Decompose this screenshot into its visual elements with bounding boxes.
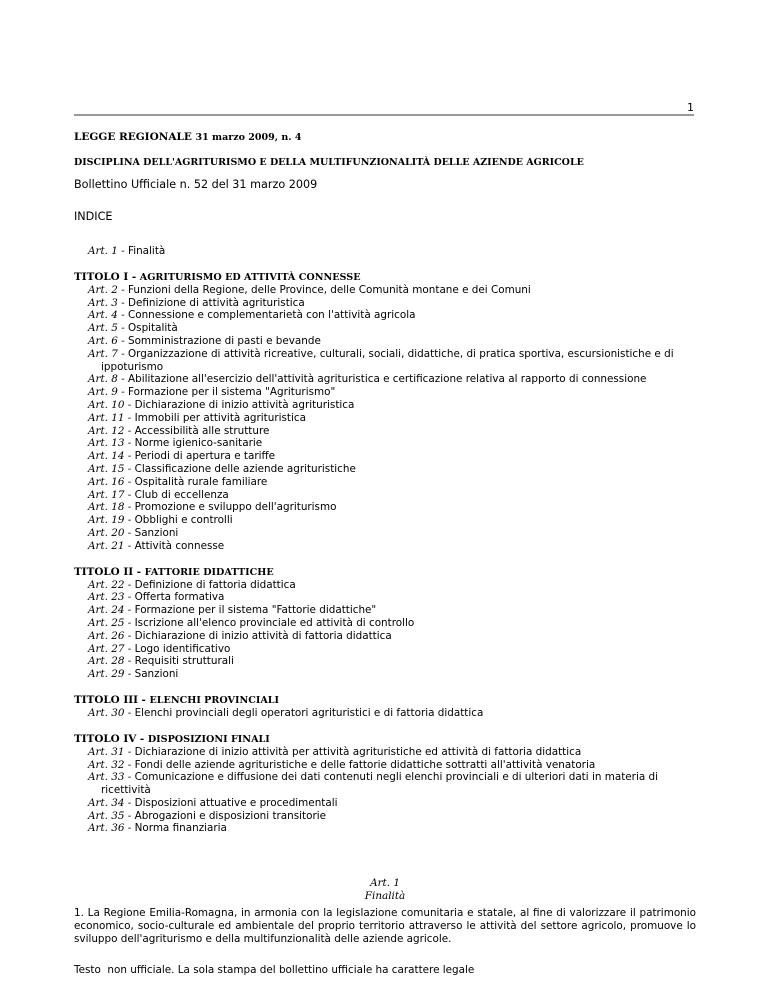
- article-number: Art. 14 -: [88, 450, 135, 463]
- article-number: Art. 2 -: [88, 283, 128, 296]
- article-number: Art. 33 -: [88, 771, 135, 784]
- index-entry[interactable]: [74, 630, 696, 643]
- article-title: Obblighi e controlli: [134, 514, 233, 527]
- index-entry[interactable]: [74, 707, 696, 720]
- section-title[interactable]: [74, 694, 696, 707]
- article-number: Art. 35 -: [88, 809, 135, 822]
- index-entry[interactable]: [74, 514, 696, 527]
- article-number: Art. 20 -: [88, 526, 135, 539]
- index-entry[interactable]: [74, 655, 696, 668]
- article-number: Art. 21 -: [88, 539, 135, 552]
- article-title: Comunicazione e diffusione dei dati contenuti negli elenchi provinciali e di ulteriori dati in materia di ricettività: [101, 771, 658, 797]
- article-number: Art. 12 -: [88, 424, 135, 437]
- article-number: Art. 32 -: [88, 758, 135, 771]
- index-section: [74, 733, 696, 836]
- article-title: Definizione di fattoria didattica: [134, 578, 296, 591]
- article-title: Iscrizione all'elenco provinciale ed attività di controllo: [134, 616, 415, 629]
- article-title: Accessibilità alle strutture: [134, 424, 270, 437]
- index-entry[interactable]: [74, 348, 696, 374]
- index-entry-art-1[interactable]: [74, 245, 696, 258]
- article-title: Definizione di attività agrituristica: [127, 296, 305, 309]
- law-title-prefix: LEGGE REGIONALE: [74, 131, 192, 143]
- index-entry[interactable]: [74, 797, 696, 810]
- index-entry[interactable]: [74, 822, 696, 835]
- law-subtitle: DISCIPLINA DELL'AGRITURISMO E DELLA MULTIFUNZIONALITÀ DELLE AZIENDE AGRICOLE: [74, 157, 584, 168]
- index-entry[interactable]: [74, 617, 696, 630]
- article-1-heading: Art. 1: [370, 877, 400, 890]
- article-title: Finalità: [127, 245, 166, 257]
- article-title: Classificazione delle aziende agrituristiche: [134, 462, 356, 475]
- index-section: [74, 271, 696, 553]
- index-entry[interactable]: [74, 759, 696, 772]
- article-title: Abrogazioni e disposizioni transitorie: [134, 809, 327, 822]
- article-title: Elenchi provinciali degli operatori agrituristici e di fattoria didattica: [134, 706, 484, 719]
- index-entry[interactable]: [74, 810, 696, 823]
- article-number: Art. 34 -: [88, 796, 135, 809]
- article-number: Art. 6 -: [88, 334, 128, 347]
- article-title: Disposizioni attuative e procedimentali: [134, 796, 338, 809]
- index-entry[interactable]: [74, 335, 696, 348]
- article-title: Logo identificativo: [134, 642, 231, 655]
- index-entry[interactable]: [74, 501, 696, 514]
- article-title: Formazione per il sistema "Fattorie didattiche": [134, 604, 377, 617]
- article-number: Art. 3 -: [88, 296, 128, 309]
- article-title: Organizzazione di attività ricreative, culturali, sociali, didattiche, di pratica sportiva, escursionistiche e di ippoturismo: [101, 347, 674, 373]
- article-number: Art. 13 -: [88, 437, 135, 450]
- law-date: 31 marzo 2009, n. 4: [195, 132, 302, 143]
- article-number: Art. 36 -: [88, 822, 135, 835]
- index-entry[interactable]: [74, 527, 696, 540]
- article-number: Art. 29 -: [88, 668, 135, 681]
- section-name: AGRITURISMO ED ATTIVITÀ CONNESSE: [139, 271, 361, 283]
- article-title: Dichiarazione di inizio attività di fattoria didattica: [134, 629, 392, 642]
- section-title[interactable]: [74, 566, 696, 579]
- article-number: Art. 30 -: [88, 706, 135, 719]
- section-name: ELENCHI PROVINCIALI: [149, 694, 280, 706]
- index-entry[interactable]: [74, 643, 696, 656]
- index-entry[interactable]: [74, 437, 696, 450]
- article-title: Ospitalità: [127, 322, 178, 335]
- article-title: Abilitazione all'esercizio dell'attività agrituristica e certificazione relativa al rapporto di connessione: [127, 373, 647, 386]
- article-title: Dichiarazione di inizio attività per attività agrituristiche ed attività di fattoria didattica: [134, 745, 582, 758]
- article-title: Somministrazione di pasti e bevande: [127, 334, 321, 347]
- article-number: Art. 9 -: [88, 386, 128, 399]
- index-entry[interactable]: [74, 463, 696, 476]
- article-title: Club di eccellenza: [134, 488, 229, 501]
- index-entry[interactable]: [74, 309, 696, 322]
- article-title: Formazione per il sistema "Agriturismo": [127, 386, 336, 399]
- index-section: [74, 694, 696, 720]
- article-number: Art. 15 -: [88, 462, 135, 475]
- article-1-subheading: Finalità: [364, 890, 406, 903]
- article-title: Sanzioni: [134, 668, 179, 681]
- article-number: Art. 4 -: [88, 309, 128, 322]
- article-title: Promozione e sviluppo dell'agriturismo: [134, 501, 337, 514]
- index-entry[interactable]: [74, 476, 696, 489]
- index-entry[interactable]: [74, 771, 696, 797]
- index-entry[interactable]: [74, 373, 696, 386]
- article-title: Funzioni della Regione, delle Province, delle Comunità montane e dei Comuni: [127, 283, 531, 296]
- article-title: Dichiarazione di inizio attività agrituristica: [134, 398, 355, 411]
- index-entry[interactable]: [74, 399, 696, 412]
- section-label: TITOLO III -: [74, 693, 150, 706]
- article-number: Art. 27 -: [88, 642, 135, 655]
- document-body: [74, 129, 696, 976]
- header-rule: [74, 114, 694, 116]
- article-title: Sanzioni: [134, 526, 179, 539]
- article-number: Art. 28 -: [88, 655, 135, 668]
- index-entry[interactable]: [74, 284, 696, 297]
- index-entry[interactable]: [74, 604, 696, 617]
- index-entry[interactable]: [74, 746, 696, 759]
- article-title: Fondi delle aziende agrituristiche e delle fattorie didattiche sottratti all'attività venatoria: [134, 758, 596, 771]
- section-label: TITOLO II -: [74, 565, 145, 578]
- index-entry[interactable]: [74, 489, 696, 502]
- article-number: Art. 26 -: [88, 629, 135, 642]
- section-label: TITOLO IV -: [74, 732, 148, 745]
- article-number: Art. 19 -: [88, 514, 135, 527]
- article-number: Art. 8 -: [88, 373, 128, 386]
- article-number: Art. 31 -: [88, 745, 135, 758]
- article-title: Attività connesse: [134, 539, 225, 552]
- article-title: Immobili per attività agrituristica: [134, 411, 306, 424]
- index-entry[interactable]: [74, 386, 696, 399]
- article-1-heading-block: [74, 877, 696, 903]
- index-entry[interactable]: [74, 579, 696, 592]
- article-number: Art. 23 -: [88, 591, 135, 604]
- article-number: Art. 24 -: [88, 604, 135, 617]
- index-entry[interactable]: [74, 425, 696, 438]
- unofficial-text-note: Testo non ufficiale. La sola stampa del bollettino ufficiale ha carattere legale: [74, 963, 475, 976]
- index-titoli: [74, 271, 696, 835]
- bollettino-reference: Bollettino Ufficiale n. 52 del 31 marzo 2009: [74, 178, 318, 191]
- article-title: Norme igienico-sanitarie: [134, 437, 263, 450]
- article-number: Art. 7 -: [88, 347, 128, 360]
- article-number: Art. 5 -: [88, 322, 128, 335]
- law-title: [74, 129, 696, 146]
- index-entry[interactable]: [74, 297, 696, 310]
- index-entry[interactable]: [74, 412, 696, 425]
- article-number: Art. 10 -: [88, 398, 135, 411]
- article-title: Connessione e complementarietà con l'attività agricola: [127, 309, 416, 322]
- index-entry[interactable]: [74, 668, 696, 681]
- section-name: FATTORIE DIDATTICHE: [144, 566, 274, 578]
- index-entry[interactable]: [74, 591, 696, 604]
- section-title[interactable]: [74, 733, 696, 746]
- article-number: Art. 1 -: [88, 245, 128, 257]
- article-number: Art. 11 -: [88, 411, 135, 424]
- article-1-paragraph: 1. La Regione Emilia-Romagna, in armonia con la legislazione comunitaria e statale, al fine di valorizzare il patrimonio economico, socio-culturale ed ambientale del proprio territorio attraverso le attività del settore agricolo, promuove lo sviluppo dell'agriturismo e della multifunzionalità delle aziende agricole.: [74, 906, 696, 945]
- article-number: Art. 16 -: [88, 475, 135, 488]
- index-entry[interactable]: [74, 450, 696, 463]
- article-title: Requisiti strutturali: [134, 655, 234, 668]
- article-title: Offerta formativa: [134, 591, 225, 604]
- article-title: Periodi di apertura e tariffe: [134, 450, 276, 463]
- article-number: Art. 18 -: [88, 501, 135, 514]
- article-number: Art. 22 -: [88, 578, 135, 591]
- article-number: Art. 25 -: [88, 616, 135, 629]
- index-entry[interactable]: [74, 540, 696, 553]
- article-title: Ospitalità rurale familiare: [134, 475, 268, 488]
- article-title: Norma finanziaria: [134, 822, 227, 835]
- index-section: [74, 566, 696, 681]
- index-entry[interactable]: [74, 322, 696, 335]
- section-name: DISPOSIZIONI FINALI: [147, 733, 270, 745]
- page-number: 1: [687, 101, 694, 114]
- section-title[interactable]: [74, 271, 696, 284]
- index-heading: INDICE: [74, 210, 113, 223]
- section-label: TITOLO I -: [74, 270, 140, 283]
- article-number: Art. 17 -: [88, 488, 135, 501]
